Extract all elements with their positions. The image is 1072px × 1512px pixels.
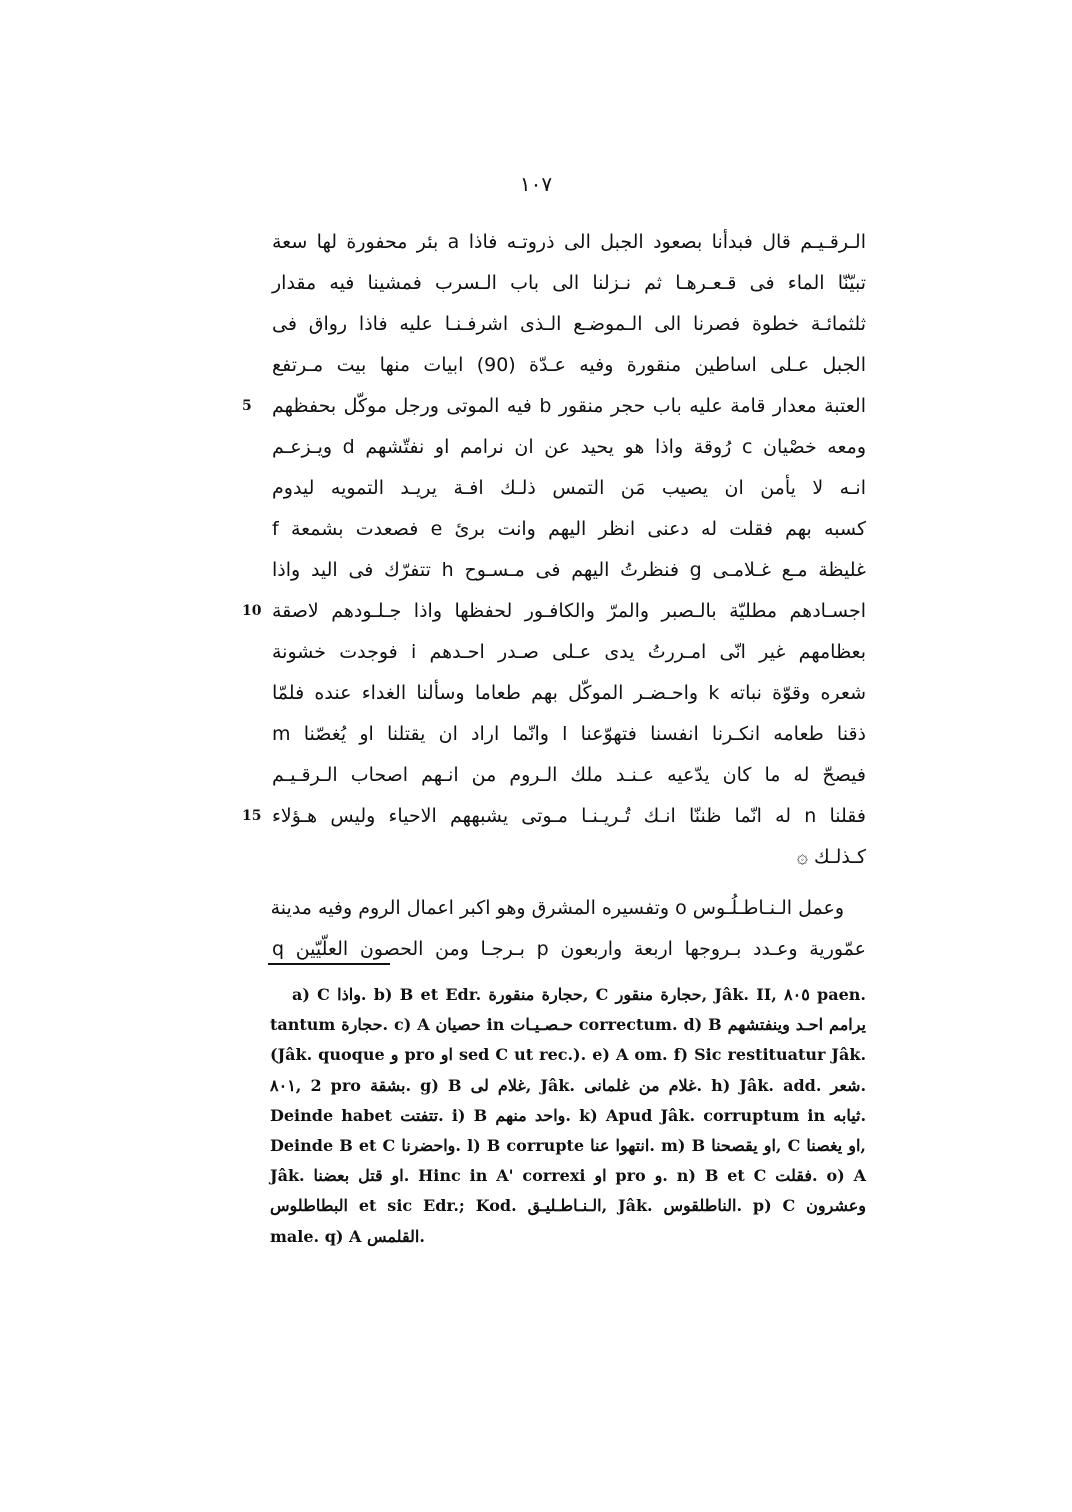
- line-number: 10: [242, 603, 262, 619]
- text-line: [272, 673, 866, 714]
- line-text: فيصحّ له ما كان يدّعيه عـنـد ملك الـروم من انـهم اصحاب الـرقـيـم: [272, 764, 866, 786]
- line-text: الـرقـيـم قال فبدأنا بصعود الجبل الى ذروتـه فاذا a بئر محفورة لها سعة: [272, 231, 866, 253]
- text-line: [272, 837, 866, 878]
- text-line: [272, 468, 866, 509]
- text-line: [242, 386, 867, 427]
- footnote-text: a) C واذا. b) B et Edr. حجارة منقورة, C حجارة منقور, Jâk. II, ٨٠٥ paen. tantum حجارة. c) A حصيان in حـصـيـات correctum. d) B يرامم احـد وينفتشهم (Jâk. quoque و pro او sed C ut rec.). e) A om. f) Sic restituatur Jâk. ٨٠١, 2 pro بشقة. g) B غلام لى, Jâk. غلام من غلمانى. h) Jâk. add. شعر. Deinde habet تتفتت. i) B واحد منهم. k) Apud Jâk. corruptum in ثيابه. Deinde B et C واحضرنا. l) B corrupte انتهوا عنا. m) B او يقصحنا, C او يغصنا, Jâk. او قتل بعضنا. Hinc in A' correxi او pro و. n) B et C فقلت. o) A البطاطلوس et sic Edr.; Kod. الـنـاطـليـق, Jâk. الناطلقوس. p) C وعشرون male. q) A القلمس.: [270, 985, 867, 1246]
- page-number: ١٠٧: [519, 172, 553, 196]
- line-text: وعمل الـنـاطـلُـوس o وتفسيره المشرق وهو اكبر اعمال الروم وفيه مدينة: [270, 897, 844, 919]
- paragraph-2: [272, 888, 866, 970]
- line-text: ثلثمائـة خطوة فصرنا الى الـموضـع الـذى اشرفـنـا عليه فاذا رواق فى: [272, 313, 866, 335]
- paragraph-gap: [272, 878, 866, 888]
- text-line: [272, 509, 866, 550]
- line-text: انـه لا يأمن ان يصيب مَن التمس ذلـك افـة يريـد التمويه ليدوم: [272, 477, 866, 499]
- text-line: [272, 222, 866, 263]
- text-line: [272, 755, 866, 796]
- footnotes: [270, 980, 866, 1252]
- text-line: [272, 632, 866, 673]
- line-text: بعظامهم غير انّى امـررتُ يدى عـلى صـدر احـدهم i فوجدت خشونة: [272, 641, 866, 663]
- main-text: [242, 222, 867, 970]
- text-line: [272, 345, 866, 386]
- footnote-separator: [268, 963, 390, 965]
- text-line: [272, 888, 866, 929]
- line-text: اجسـادهم مطليّة بالـصبر والمرّ والكافـور لحفظها واذا جـلـودهم لاصقة: [272, 600, 866, 622]
- text-line: [272, 263, 866, 304]
- text-line: [272, 427, 866, 468]
- text-line: [272, 304, 866, 345]
- line-text: فقلنا n له انّما ظننّا انـك تُـريـنـا مـوتى يشبههم الاحياء وليس هـؤلاء: [272, 805, 866, 827]
- text-line: [272, 714, 866, 755]
- line-text: ومعه خصْيان c رُوقة واذا هو يحيد عن ان نرامم او نفتّشهم d ويـزعـم: [272, 436, 867, 458]
- line-text: شعره وقوّة نباته k واحـضـر الموكّل بهم طعاما وسألنا الغداء عنده فلمّا: [272, 682, 866, 704]
- line-text: العتبة معدار قامة عليه باب حجر منقور b فيه الموتى ورجل موكّل بحفظهم: [272, 395, 867, 417]
- text-line: [242, 796, 866, 837]
- text-line: [242, 591, 866, 632]
- line-number: 15: [242, 808, 262, 824]
- text-line: [272, 550, 866, 591]
- line-text: عمّورية وعـدد بـروجها اربعة واربعون p بـرجـا ومن الحصون العلّيّين q: [272, 938, 867, 960]
- line-text: الجبل عـلى اساطين منقورة وفيه عـدّة (90) ابيات منها بيت مـرتفع: [272, 354, 866, 376]
- line-text: كسبه بهم فقلت له دعنى انظر اليهم وانت برئ e فصعدت بشمعة f: [272, 518, 867, 540]
- line-text: تبيّنّا الماء فى قـعـرهـا ثم نـزلنا الى باب الـسرب فمشينا فيه مقدار: [272, 272, 866, 294]
- paragraph-1: [242, 222, 867, 878]
- line-text: كـذلـك ۞: [796, 846, 866, 868]
- line-number: 5: [242, 398, 252, 414]
- line-text: ذقنا طعامه انكـرنا انفسنا فتهوّعنا l وانّما اراد ان يقتلنا او يُغصّنا m: [272, 723, 866, 745]
- line-text: غليظة مـع غـلامـى g فنظرتُ اليهم فى مـسـوح h تتفرّك فى اليد واذا: [272, 559, 866, 581]
